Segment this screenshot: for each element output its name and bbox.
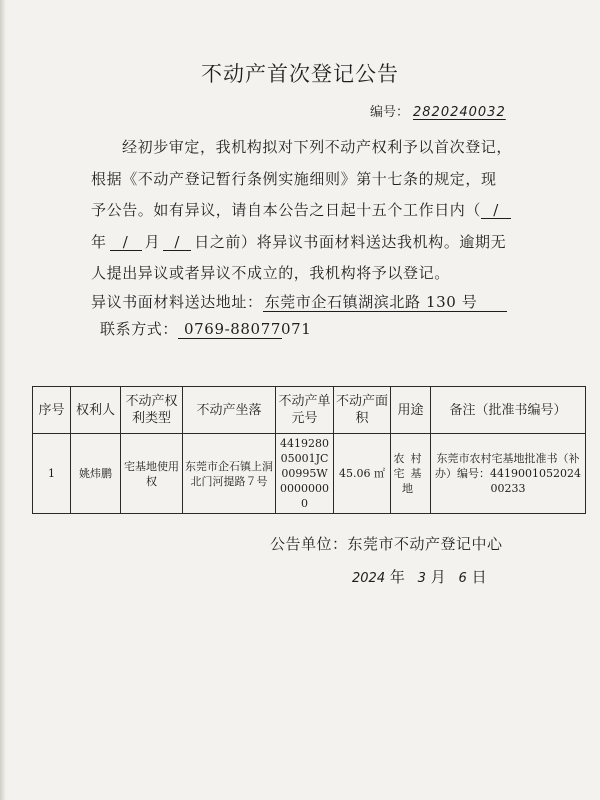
paragraph-line-3-text: 予公告。如有异议，请自本公告之日起十五个工作日内（ — [91, 201, 482, 219]
contact-label: 联系方式： — [100, 320, 179, 338]
cell-right-type: 宅基地使用权 — [121, 434, 183, 514]
header-location: 不动产坐落 — [183, 387, 276, 434]
cell-usage: 农村宅基地 — [391, 434, 431, 514]
cell-unit-no: 441928005001JC00995W00000000 — [276, 434, 334, 514]
paragraph-line-3 — [91, 199, 511, 220]
month-label: 月 — [144, 233, 161, 251]
contact-info — [100, 318, 312, 339]
objection-address-label: 异议书面材料送达地址： — [91, 293, 263, 311]
deadline-day-blank: / — [481, 203, 511, 219]
deadline-year-blank: / — [110, 235, 142, 251]
cell-location: 东莞市企石镇上洞北门河提路７号 — [183, 434, 276, 514]
scan-edge-shadow — [0, 0, 6, 800]
page-title: 不动产首次登记公告 — [201, 62, 399, 86]
issuing-unit-label: 公告单位： — [270, 535, 348, 553]
cell-area: 45.06 ㎡ — [334, 434, 391, 514]
document-number — [370, 101, 506, 120]
table-header-row — [33, 387, 586, 434]
issue-date — [352, 566, 487, 587]
year-label: 年 — [91, 233, 107, 251]
issuing-unit-value: 东莞市不动产登记中心 — [347, 535, 503, 553]
header-usage: 用途 — [391, 387, 431, 434]
issue-day-suffix: 日 — [471, 568, 487, 586]
deadline-month-blank: / — [163, 235, 191, 251]
issue-year-suffix: 年 — [389, 568, 405, 586]
paragraph-line-4 — [91, 231, 506, 252]
cell-owner: 姚炜鹏 — [71, 434, 121, 514]
document-number-value: 2820240032 — [413, 105, 506, 120]
paragraph-line-2: 根据《不动产登记暂行条例实施细则》第十七条的规定，现 — [91, 170, 497, 188]
header-index: 序号 — [33, 387, 71, 434]
document-number-label: 编号： — [370, 105, 410, 120]
issuing-unit — [270, 533, 503, 554]
paragraph-line-5: 人提出异议或者异议不成立的，我机构将予以登记。 — [91, 264, 450, 282]
objection-address — [91, 291, 507, 312]
paragraph-line-4-text: 日之前）将异议书面材料送达我机构。逾期无 — [194, 233, 507, 251]
cell-remark: 东莞市农村宅基地批准书（补办）编号：441900105202400233 — [431, 434, 586, 514]
header-remark: 备注（批准书编号） — [431, 387, 586, 434]
objection-address-value: 东莞市企石镇湖滨北路 130 号 — [263, 294, 507, 312]
issue-month: 3 — [417, 571, 426, 586]
issue-day: 6 — [458, 571, 467, 586]
contact-phone: 0769-88077071 — [178, 321, 282, 339]
cell-index: 1 — [33, 434, 71, 514]
table-row — [33, 434, 586, 514]
issue-year: 2024 — [352, 571, 386, 586]
paragraph-line-1: 经初步审定，我机构拟对下列不动产权利予以首次登记， — [122, 138, 513, 156]
header-unit-no: 不动产单元号 — [276, 387, 334, 434]
registration-table — [32, 386, 586, 514]
header-area: 不动产面积 — [334, 387, 391, 434]
header-right-type: 不动产权利类型 — [121, 387, 183, 434]
issue-month-suffix: 月 — [430, 568, 446, 586]
header-owner: 权利人 — [71, 387, 121, 434]
